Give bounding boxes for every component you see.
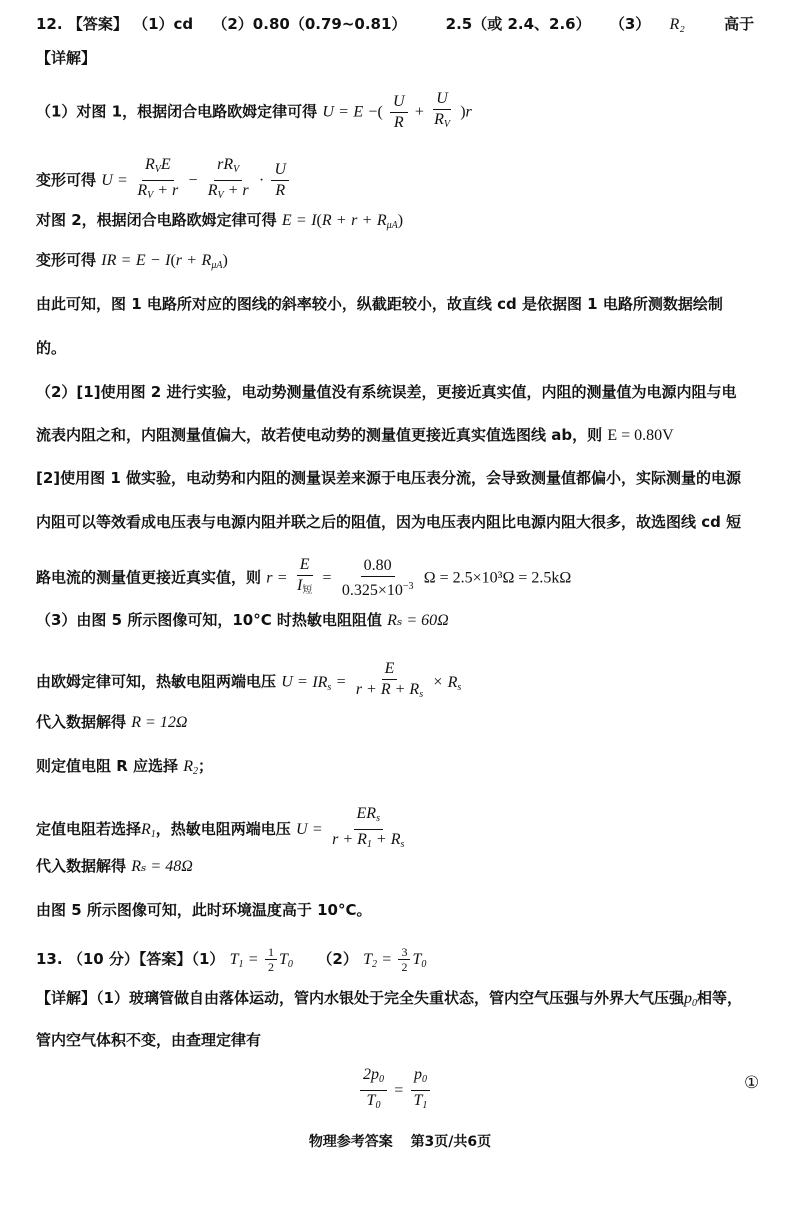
q13-number: 13.	[36, 950, 63, 968]
q12-p3: 对图 2，根据闭合电路欧姆定律可得 $E = I(R + r + R_{\mu A})$	[36, 211, 404, 231]
q12-p11: 路电流的测量值更接近真实值，则 r = $\frac{E}{I_短}$ = $\frac{0.80}{0.325\times 10^{-3}}$ Ω = 2.5×10³Ω = 2.5kΩ	[36, 556, 572, 599]
q13-score: （10 分）	[67, 950, 139, 968]
q12-answer-line	[36, 14, 754, 35]
q12-answer-2: （2）0.80（0.79~0.81）	[212, 15, 407, 33]
q12-p15: 则定值电阻 R 应选择 $R_2$；	[36, 757, 214, 777]
q12-p1-text: （1）对图 1，根据闭合电路欧姆定律可得	[36, 102, 318, 121]
fraction: $\frac{0.80}{0.325\times 10^{-3}}$	[341, 556, 414, 599]
q13-detail-label: 【详解】	[36, 989, 97, 1007]
q12-p10: 内阻可以等效看成电压表与电源内阻并联之后的阻值，因为电压表内阻比电源内阻大很多，故选图线 cd 短	[36, 513, 742, 531]
fraction: $\frac{p_0}{T_1}$	[411, 1066, 431, 1115]
q12-p2-text: 变形可得	[36, 171, 97, 189]
q12-p5: 由此可知，图 1 电路所对应的图线的斜率较小，纵截距较小，故直线 cd 是依据图 1 电路所测数据绘制	[36, 295, 723, 313]
q12-p18: 由图 5 所示图像可知，此时环境温度高于 10°C。	[36, 901, 372, 919]
footer-page-number: 第3页/共6页	[410, 1134, 492, 1150]
q12-p1: （1）对图 1，根据闭合电路欧姆定律可得 U = E −( $\frac{U}{R}$ + $\frac{U}{R_V}$ )r	[36, 90, 472, 134]
equation-number-marker: ①	[744, 1073, 760, 1093]
page-footer	[0, 1131, 800, 1151]
fraction: $\frac{2p_0}{T_0}$	[360, 1066, 387, 1115]
q12-p9: [2]使用图 1 做实验，电动势和内阻的测量误差来源于电压表分流，会导致测量值都偏小，实际测量的电源	[36, 469, 742, 487]
q12-p6: 的。	[36, 339, 67, 357]
fraction: $\frac{E}{r + R + R_s}$	[355, 660, 424, 700]
fraction: $\frac{U}{R}$	[271, 161, 289, 200]
q12-p8: 流表内阻之和，内阻测量值偏大，故若使电动势的测量值更接近真实值选图线 ab，则 E = 0.80V	[36, 426, 674, 444]
q12-p7: （2）[1]使用图 2 进行实验，电动势测量值没有系统误差，更接近真实值，内阻的测量值为电源内阻与电	[36, 383, 737, 401]
q12-p2: 变形可得 U = $\frac{R_VE}{R_V + r}$ − $\frac{rR_V}{R_V + r}$ · $\frac{U}{R}$	[36, 156, 291, 205]
footer-subject: 物理参考答案	[308, 1134, 393, 1150]
q12-answer-3: 2.5（或 2.4、2.6）	[445, 15, 591, 33]
q12-p8-eq: E = 0.80V	[607, 427, 674, 444]
fraction: $\frac{ER_s}{r + R_1 + R_s}$	[332, 805, 405, 850]
q12-p17: 代入数据解得 Rₛ = 48Ω	[36, 857, 193, 875]
q12-number: 12.	[36, 15, 63, 33]
q12-p13: 由欧姆定律可知，热敏电阻两端电压 $U = IR_s$ = $\frac{E}{r + R + R_s}$ × $R_s$	[36, 660, 461, 704]
fraction: $\frac{U}{R}$	[390, 93, 408, 132]
fraction: $\frac{1}{2}$	[265, 946, 277, 973]
q12-answer-6: 高于	[724, 15, 755, 33]
q13-answer-label: 【答案】	[138, 950, 192, 968]
q12-answer-4: （3）	[609, 15, 651, 33]
q13-p2: 管内空气体积不变，由查理定律有	[36, 1031, 262, 1049]
q13-equation: $\frac{2p_0}{T_0}$ = $\frac{p_0}{T_1}$	[358, 1066, 432, 1115]
q13-p1: 【详解】（1）玻璃管做自由落体运动，管内水银处于完全失重状态，管内空气压强与外界大气压强$p_0$相等，	[36, 989, 742, 1009]
q12-p11-result: Ω = 2.5×10³Ω = 2.5kΩ	[423, 569, 572, 587]
q12-answer-label: 【答案】	[67, 15, 128, 33]
q12-p12: （3）由图 5 所示图像可知，10°C 时热敏电阻阻值 Rₛ = 60Ω	[36, 611, 449, 629]
fraction: $\frac{rR_V}{R_V + r}$	[207, 156, 249, 201]
q12-answer-1: （1）cd	[133, 15, 194, 33]
q12-p4: 变形可得 IR = $E - I(r + R_{\mu A})$	[36, 251, 228, 271]
q12-answer-5: R₂	[669, 16, 685, 33]
fraction: $\frac{E}{I_短}$	[296, 556, 313, 596]
q12-detail-label: 【详解】	[36, 49, 97, 67]
q12-p16: 定值电阻若选择$R_1$，热敏电阻两端电压 U = $\frac{ER_s}{r + R_1 + R_s}$	[36, 805, 409, 854]
q12-p14: 代入数据解得 R = 12Ω	[36, 713, 188, 731]
fraction: $\frac{3}{2}$	[398, 946, 410, 973]
fraction: $\frac{R_VE}{R_V + r}$	[137, 156, 179, 201]
q13-answer-line: 13. （10 分）【答案】（1） $T_1$ = $\frac{1}{2}$ $T_0$ （2） $T_2$ = $\frac{3}{2}$ $T_0$	[36, 945, 427, 974]
fraction: $\frac{U}{R_V}$	[434, 90, 450, 130]
